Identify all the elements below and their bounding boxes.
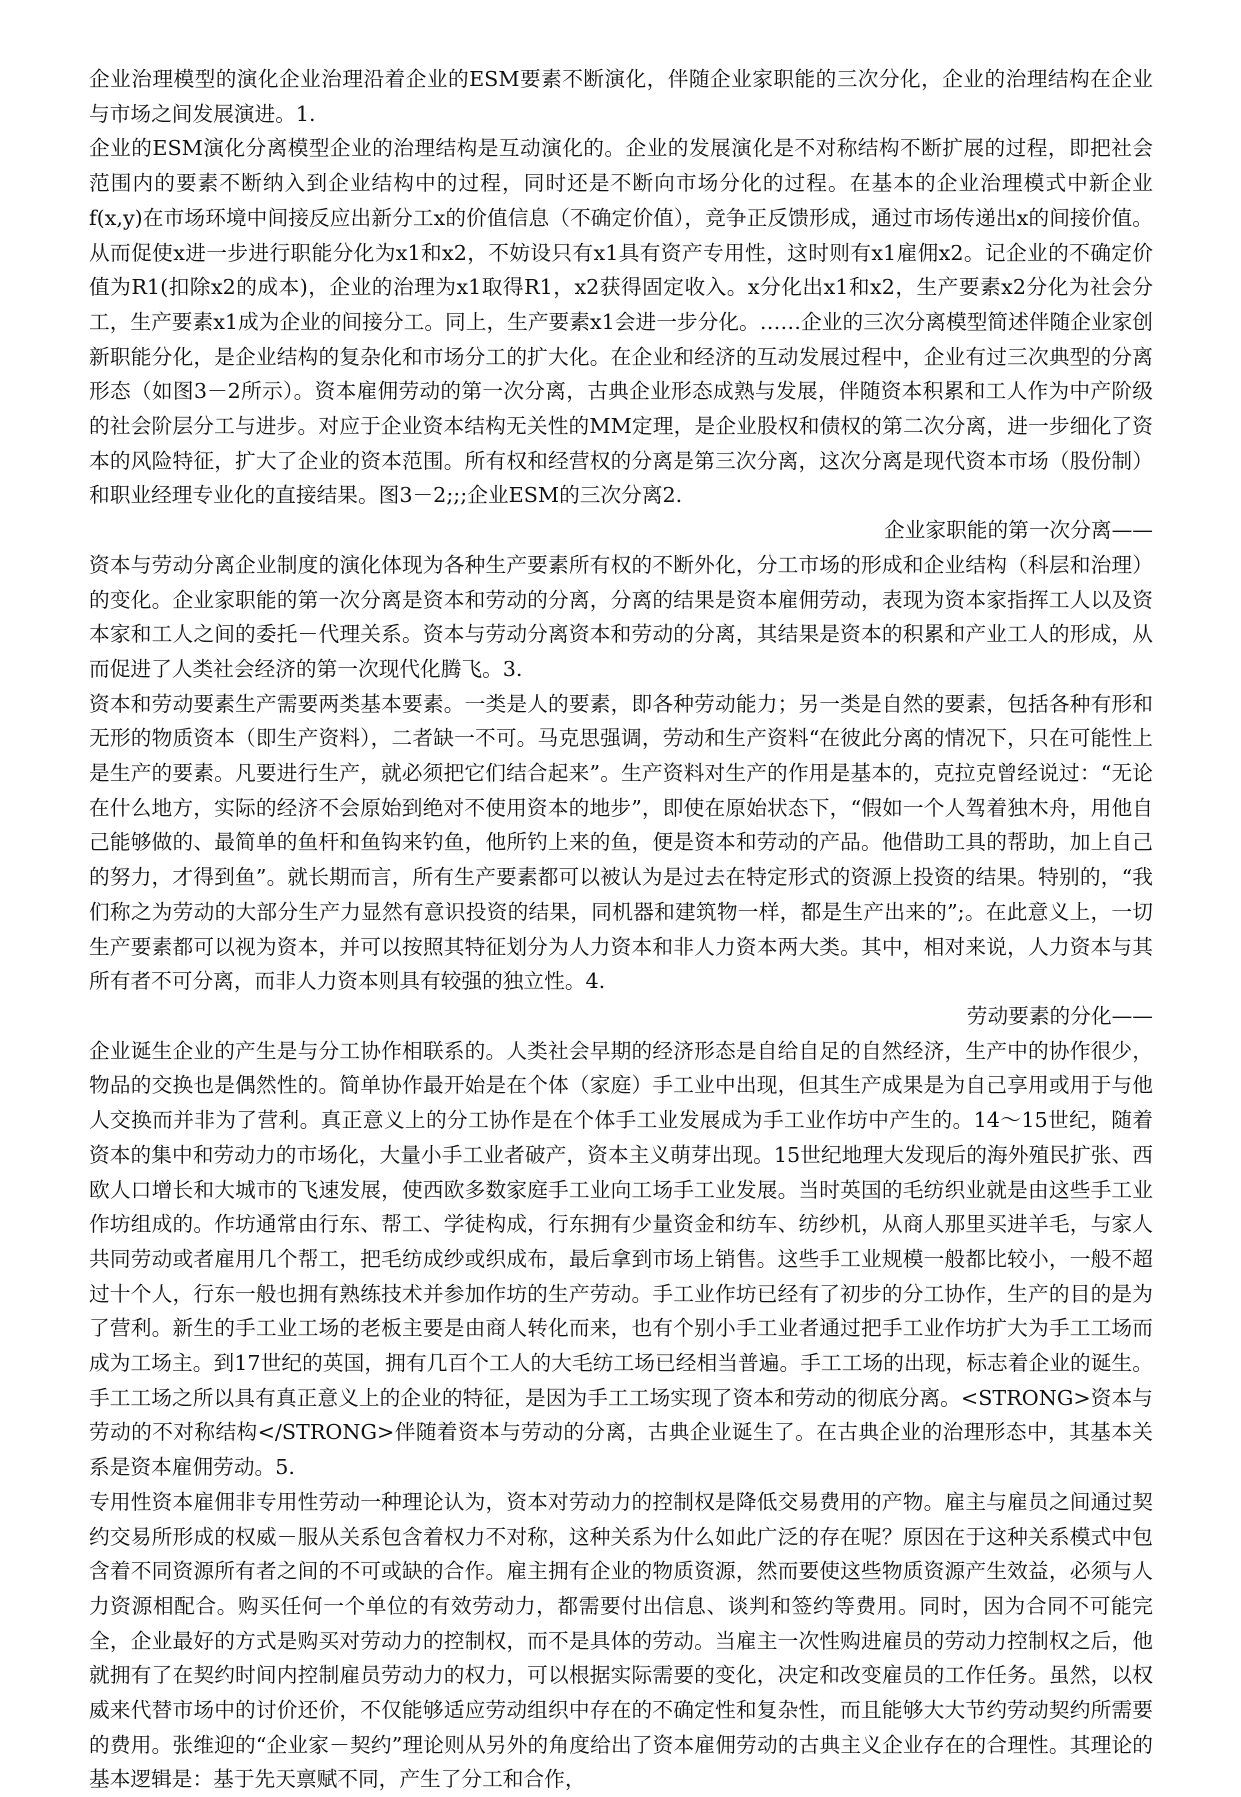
paragraph-2: 企业的ESM演化分离模型企业的治理结构是互动演化的。企业的发展演化是不对称结构不断扩展的过程，即把社会范围内的要素不断纳入到企业结构中的过程，同时还是不断向市场分化的过程。在基本的企业治理模式中新企业f(x,y)在市场环境中间接反应出新分工x的价值信息（不确定价值），竞争正反馈形成，通过市场传递出x的间接价值。从而促使x进一步进行职能分化为x1和x2，不妨设只有x1具有资产专用性，这时则有x1雇佣x2。记企业的不确定价值为R1(扣除x2的成本)，企业的治理为x1取得R1，x2获得固定收入。x分化出x1和x2，生产要素x2分化为社会分工，生产要素x1成为企业的间接分工。同上，生产要素x1会进一步分化。……企业的三次分离模型简述伴随企业家创新职能分化，是企业结构的复杂化和市场分工的扩大化。在企业和经济的互动发展过程中，企业有过三次典型的分离形态（如图3－2所示）。资本雇佣劳动的第一次分离，古典企业形态成熟与发展，伴随资本积累和工人作为中产阶级的社会阶层分工与进步。对应于企业资本结构无关性的MM定理，是企业股权和债权的第二次分离，进一步细化了资本的风险特征，扩大了企业的资本范围。所有权和经营权的分离是第三次分离，这次分离是现代资本市场（股份制）和职业经理专业化的直接结果。图3－2;;;企业ESM的三次分离2. [89, 136, 1153, 508]
section-heading-labor-division: 劳动要素的分化—— [966, 1003, 1153, 1028]
paragraph-6: 专用性资本雇佣非专用性劳动一种理论认为，资本对劳动力的控制权是降低交易费用的产物。雇主与雇员之间通过契约交易所形成的权威－服从关系包含着权力不对称，这种关系为什么如此广泛的存在呢？原因在于这种关系模式中包含着不同资源所有者之间的不可或缺的合作。雇主拥有企业的物质资源，然而要使这些物质资源产生效益，必须与人力资源相配合。购买任何一个单位的有效劳动力，都需要付出信息、谈判和签约等费用。同时，因为合同不可能完全，企业最好的方式是购买对劳动力的控制权，而不是具体的劳动。当雇主一次性购进雇员的劳动力控制权之后，他就拥有了在契约时间内控制雇员劳动力的权力，可以根据实际需要的变化，决定和改变雇员的工作任务。虽然，以权威来代替市场中的讨价还价，不仅能够适应劳动组织中存在的不确定性和复杂性，而且能够大大节约劳动契约所需要的费用。张维迎的“企业家－契约”理论则从另外的角度给出了资本雇佣劳动的古典主义企业存在的合理性。其理论的基本逻辑是：基于先天禀赋不同，产生了分工和合作， [89, 1489, 1153, 1792]
paragraph-4: 资本和劳动要素生产需要两类基本要素。一类是人的要素，即各种劳动能力；另一类是自然的要素，包括各种有形和无形的物质资本（即生产资料），二者缺一不可。马克思强调，劳动和生产资料“在彼此分离的情况下，只在可能性上是生产的要素。凡要进行生产，就必须把它们结合起来”。生产资料对生产的作用是基本的，克拉克曾经说过：“无论在什么地方，实际的经济不会原始到绝对不使用资本的地步”，即使在原始状态下，“假如一个人驾着独木舟，用他自己能够做的、最简单的鱼杆和鱼钩来钓鱼，他所钓上来的鱼，便是资本和劳动的产品。他借助工具的帮助，加上自己的努力，才得到鱼”。就长期而言，所有生产要素都可以被认为是过去在特定形式的资源上投资的结果。特别的，“我们称之为劳动的大部分生产力显然有意识投资的结果，同机器和建筑物一样，都是生产出来的”;。在此意义上，一切生产要素都可以视为资本，并可以按照其特征划分为人力资本和非人力资本两大类。其中，相对来说，人力资本与其所有者不可分离，而非人力资本则具有较强的独立性。4. [89, 691, 1153, 994]
section-heading-capital-labor: 企业家职能的第一次分离—— [884, 518, 1153, 543]
document-body [89, 62, 1153, 1797]
paragraph-3: 资本与劳动分离企业制度的演化体现为各种生产要素所有权的不断外化，分工市场的形成和企业结构（科层和治理）的变化。企业家职能的第一次分离是资本和劳动的分离，分离的结果是资本雇佣劳动，表现为资本家指挥工人以及资本家和工人之间的委托－代理关系。资本与劳动分离资本和劳动的分离，其结果是资本的积累和产业工人的形成，从而促进了人类社会经济的第一次现代化腾飞。3. [89, 552, 1153, 681]
paragraph-1: 企业治理模型的演化企业治理沿着企业的ESM要素不断演化，伴随企业家职能的三次分化，企业的治理结构在企业与市场之间发展演进。1. [89, 67, 1153, 126]
paragraph-5: 企业诞生企业的产生是与分工协作相联系的。人类社会早期的经济形态是自给自足的自然经济，生产中的协作很少，物品的交换也是偶然性的。简单协作最开始是在个体（家庭）手工业中出现，但其生产成果是为自己享用或用于与他人交换而并非为了营利。真正意义上的分工协作是在个体手工业发展成为手工业作坊中产生的。14～15世纪，随着资本的集中和劳动力的市场化，大量小手工业者破产，资本主义萌芽出现。15世纪地理大发现后的海外殖民扩张、西欧人口增长和大城市的飞速发展，使西欧多数家庭手工业向工场手工业发展。当时英国的毛纺织业就是由这些手工业作坊组成的。作坊通常由行东、帮工、学徒构成，行东拥有少量资金和纺车、纺纱机，从商人那里买进羊毛，与家人共同劳动或者雇用几个帮工，把毛纺成纱或织成布，最后拿到市场上销售。这些手工业规模一般都比较小，一般不超过十个人，行东一般也拥有熟练技术并参加作坊的生产劳动。手工业作坊已经有了初步的分工协作，生产的目的是为了营利。新生的手工业工场的老板主要是由商人转化而来，也有个别小手工业者通过把手工业作坊扩大为手工工场而成为工场主。到17世纪的英国，拥有几百个工人的大毛纺工场已经相当普遍。手工工场的出现，标志着企业的诞生。手工工场之所以具有真正意义上的企业的特征，是因为手工工场实现了资本和劳动的彻底分离。<STRONG>资本与劳动的不对称结构</STRONG>伴随着资本与劳动的分离，古典企业诞生了。在古典企业的治理形态中，其基本关系是资本雇佣劳动。5. [89, 1038, 1153, 1480]
